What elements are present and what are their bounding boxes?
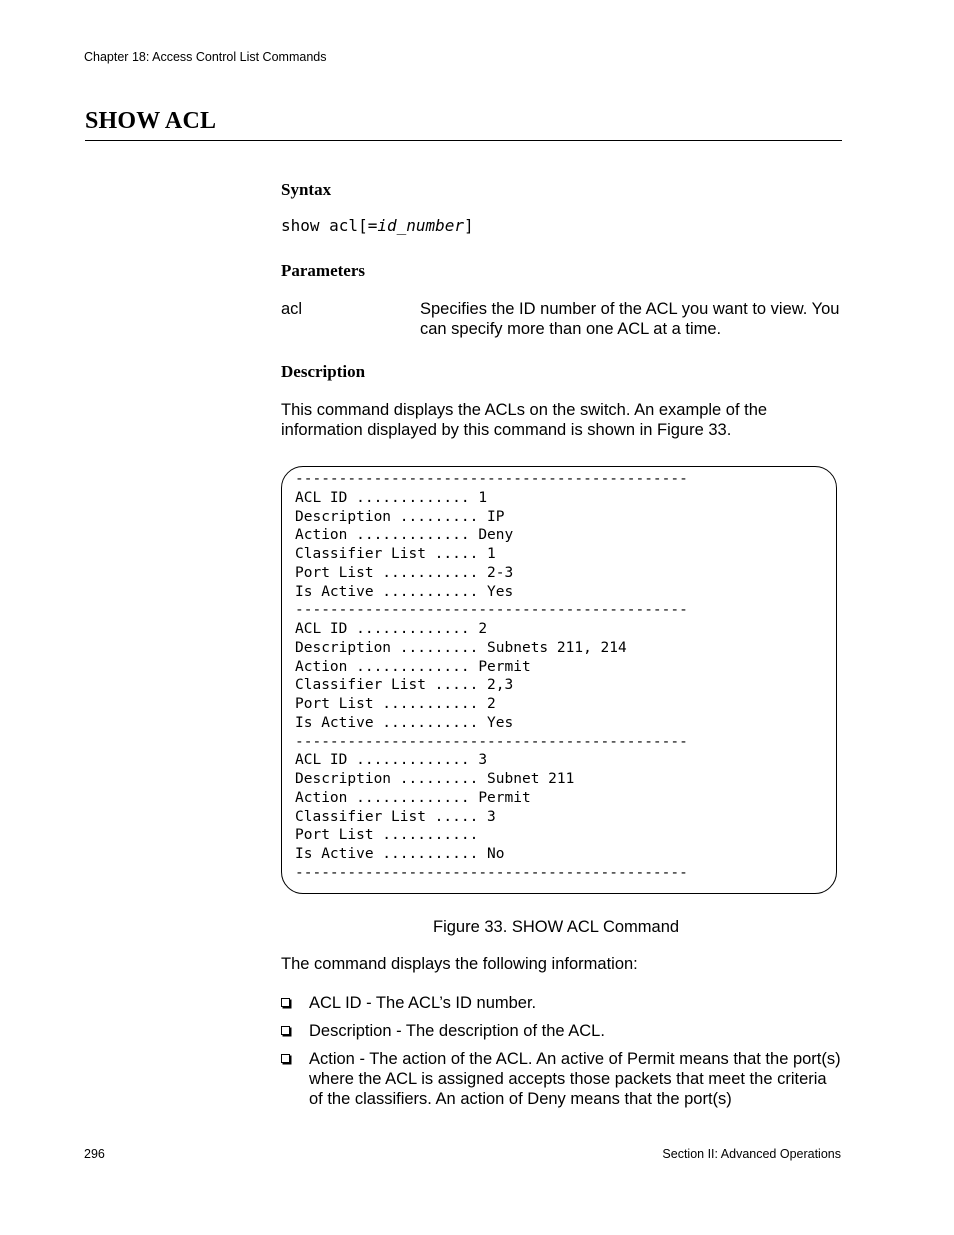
parameter-name: acl (281, 300, 303, 318)
page-title: SHOW ACL (85, 108, 217, 134)
running-header: Chapter 18: Access Control List Commands (84, 50, 327, 64)
description-text: This command displays the ACLs on the switch. An example of the information displayed by this command is shown in Figure 33. (281, 401, 768, 439)
checkbox-bullet-icon (281, 1026, 290, 1035)
parameter-description: Specifies the ID number of the ACL you want to view. You can specify more than one ACL at a time. (420, 300, 840, 338)
info-list (281, 993, 841, 1117)
list-item-text: ACL ID - The ACL’s ID number. (309, 994, 537, 1012)
syntax-command-suffix: ] (464, 216, 474, 235)
description-heading: Description (281, 362, 366, 381)
syntax-command-param: id_number (377, 216, 465, 235)
footer-section: Section II: Advanced Operations (662, 1147, 841, 1161)
list-item-text: Action - The action of the ACL. An active of Permit means that the port(s) where the ACL is assigned accepts those packets that meet the criteria of the classifiers. An action of Deny means that the port(s) (309, 1050, 841, 1108)
list-item (281, 1021, 841, 1041)
info-intro: The command displays the following information: (281, 955, 638, 973)
list-item (281, 1049, 841, 1109)
figure-caption: Figure 33. SHOW ACL Command (433, 918, 680, 936)
command-output: --------------------------------------------- ACL ID ............. 1 Description ......... IP Action ............. Deny Classifier List ..... 1 Port List ........... 2-3 Is Active ........... Yes --------------------------------------------- ACL ID ............. 2 Description ......... Subnets 211, 214 Action ............. Permit Classifier List ..... 2,3 Port List ........... 2 Is Active ........... Yes --------------------------------------------- ACL ID ............. 3 Description ......... Subnet 211 Action ............. Permit Classifier List ..... 3 Port List ........... Is Active ........... No --------------------------------------------- (295, 471, 688, 881)
list-item (281, 993, 841, 1013)
title-rule (85, 140, 842, 141)
checkbox-bullet-icon (281, 1054, 290, 1063)
syntax-command (281, 216, 474, 235)
page-number: 296 (84, 1147, 105, 1161)
list-item-text: Description - The description of the ACL. (309, 1022, 605, 1040)
checkbox-bullet-icon (281, 998, 290, 1007)
parameters-heading: Parameters (281, 261, 366, 280)
syntax-heading: Syntax (281, 180, 332, 199)
syntax-command-prefix: show acl[= (281, 216, 378, 235)
